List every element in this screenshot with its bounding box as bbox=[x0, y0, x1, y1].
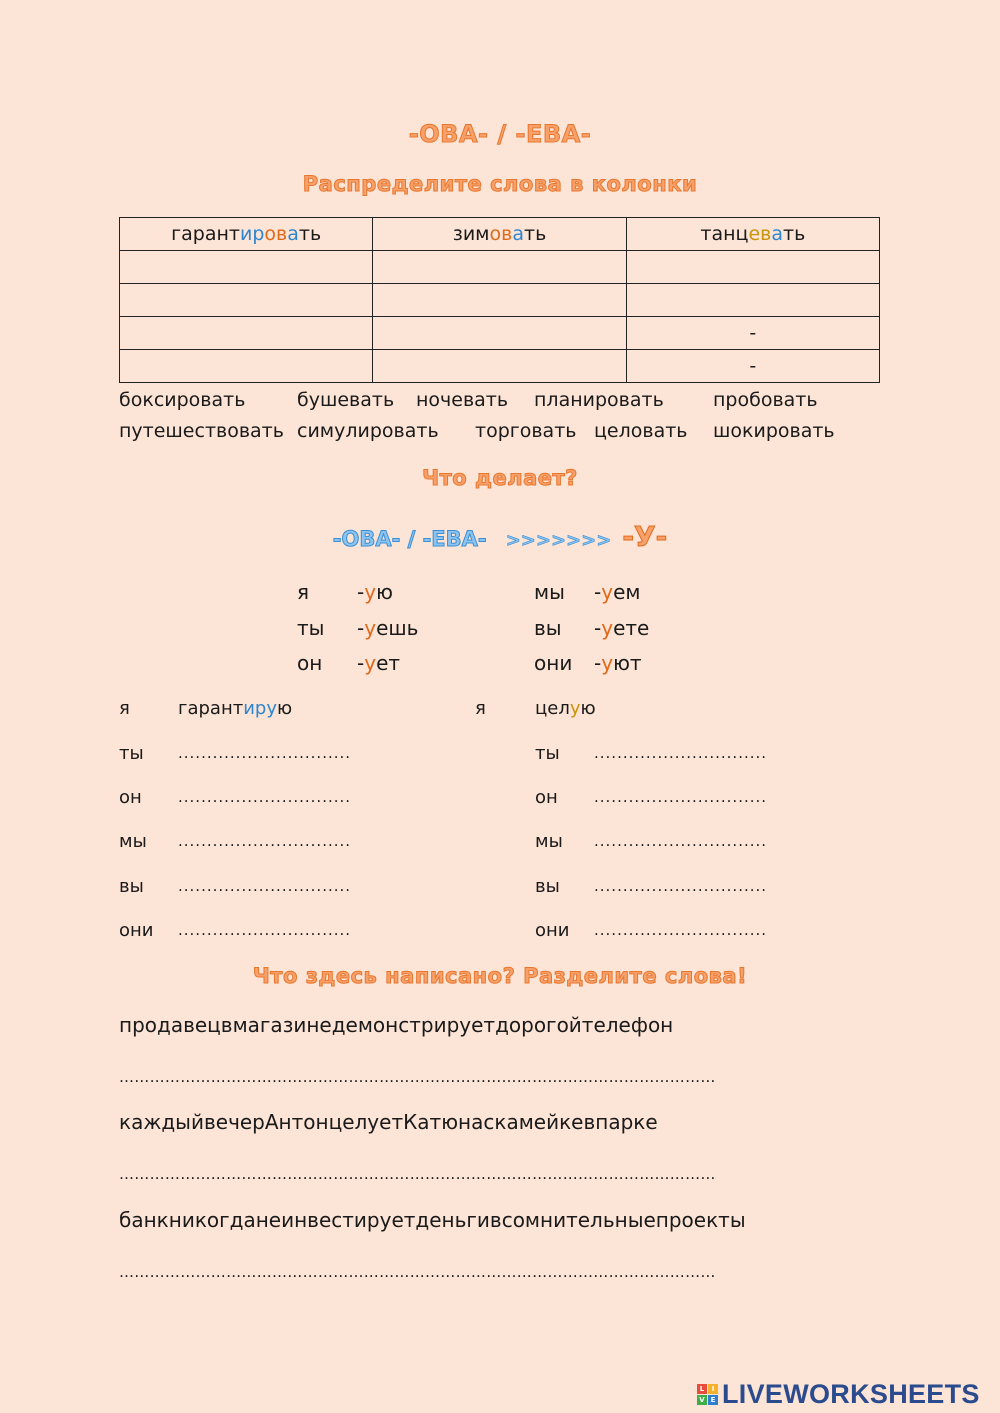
ending: -уете bbox=[594, 616, 650, 640]
word-item[interactable]: боксировать bbox=[119, 389, 246, 411]
drop-cell[interactable] bbox=[120, 350, 373, 383]
table-row bbox=[120, 251, 880, 284]
answer-blank[interactable]: .............................. bbox=[178, 744, 352, 762]
conj-pronoun: вы bbox=[535, 876, 560, 897]
word-item[interactable]: торговать bbox=[475, 420, 577, 442]
logo-icon: L I V E bbox=[697, 1384, 718, 1405]
drop-cell[interactable] bbox=[626, 284, 879, 317]
conj-pronoun: он bbox=[535, 787, 558, 808]
drop-cell[interactable] bbox=[120, 284, 373, 317]
conj-pronoun: вы bbox=[119, 876, 144, 897]
conj-pronoun: они bbox=[535, 920, 570, 941]
task2-heading: Что делает? bbox=[422, 466, 578, 490]
conj-pronoun: мы bbox=[119, 831, 147, 852]
rule-left: -ОВА- / -ЕВА- bbox=[332, 527, 487, 551]
sorting-table bbox=[119, 217, 880, 383]
scrambled-sentence: банкникогданеинвестируетденьгивсомнительныепроекты bbox=[119, 1208, 746, 1232]
drop-cell[interactable] bbox=[120, 251, 373, 284]
dash-mark: - bbox=[749, 355, 757, 377]
answer-line[interactable]: ……………………………………………………………………………………………………… bbox=[119, 1165, 716, 1183]
dash-mark: - bbox=[749, 322, 757, 344]
answer-blank[interactable]: .............................. bbox=[594, 832, 768, 850]
table-row bbox=[120, 284, 880, 317]
word-item[interactable]: пробовать bbox=[713, 389, 818, 411]
ending-pronoun: я bbox=[297, 580, 310, 604]
drop-cell[interactable] bbox=[373, 317, 626, 350]
header-garantirovat: гарантировать bbox=[120, 218, 373, 251]
conj-pronoun: ты bbox=[535, 743, 560, 764]
answer-blank[interactable]: .............................. bbox=[594, 744, 768, 762]
conj-pronoun: они bbox=[119, 920, 154, 941]
drop-cell[interactable] bbox=[626, 350, 879, 383]
answer-line[interactable]: ……………………………………………………………………………………………………… bbox=[119, 1263, 716, 1281]
word-item[interactable]: бушевать bbox=[297, 389, 395, 411]
drop-cell[interactable] bbox=[626, 317, 879, 350]
drop-cell[interactable] bbox=[120, 317, 373, 350]
scrambled-sentence: продавецвмагазинедемонстрируетдорогойтелефон bbox=[119, 1013, 674, 1037]
conj-pronoun: мы bbox=[535, 831, 563, 852]
scrambled-sentence: каждыйвечерАнтонцелуетКатюнаскамейкевпарке bbox=[119, 1110, 658, 1134]
word-item[interactable]: ночевать bbox=[416, 389, 509, 411]
ending: -уешь bbox=[357, 616, 419, 640]
ending: -уют bbox=[594, 651, 642, 675]
ending-pronoun: мы bbox=[534, 580, 565, 604]
word-item[interactable]: целовать bbox=[594, 420, 688, 442]
ending-pronoun: он bbox=[297, 651, 323, 675]
task3-heading: Что здесь написано? Разделите слова! bbox=[252, 964, 748, 988]
ending-pronoun: вы bbox=[534, 616, 562, 640]
ending: -ую bbox=[357, 580, 393, 604]
conj-pronoun: я bbox=[119, 698, 130, 719]
rule-right: -У- bbox=[622, 520, 668, 553]
answer-blank[interactable]: .............................. bbox=[178, 921, 352, 939]
ending: -ует bbox=[357, 651, 401, 675]
table-row bbox=[120, 350, 880, 383]
drop-cell[interactable] bbox=[373, 284, 626, 317]
answer-blank[interactable]: .............................. bbox=[594, 877, 768, 895]
drop-cell[interactable] bbox=[373, 350, 626, 383]
conj-example: целую bbox=[535, 698, 596, 719]
answer-line[interactable]: ……………………………………………………………………………………………………… bbox=[119, 1068, 716, 1086]
word-item[interactable]: шокировать bbox=[713, 420, 835, 442]
answer-blank[interactable]: .............................. bbox=[594, 921, 768, 939]
answer-blank[interactable]: .............................. bbox=[178, 788, 352, 806]
header-tancevat: танцевать bbox=[626, 218, 879, 251]
conj-pronoun: он bbox=[119, 787, 142, 808]
task1-heading: Распределите слова в колонки bbox=[302, 172, 698, 196]
ending-pronoun: ты bbox=[297, 616, 325, 640]
page-title: -ОВА- / -ЕВА- bbox=[408, 120, 592, 148]
logo-text: LIVEWORKSHEETS bbox=[722, 1378, 980, 1409]
drop-cell[interactable] bbox=[626, 251, 879, 284]
liveworksheets-logo bbox=[697, 1378, 980, 1410]
answer-blank[interactable]: .............................. bbox=[178, 832, 352, 850]
word-item[interactable]: планировать bbox=[534, 389, 664, 411]
ending: -уем bbox=[594, 580, 641, 604]
ending-pronoun: они bbox=[534, 651, 573, 675]
drop-cell[interactable] bbox=[373, 251, 626, 284]
header-zimovat: зимовать bbox=[373, 218, 626, 251]
rule-arrows: >>>>>>> bbox=[505, 530, 612, 551]
conj-pronoun: я bbox=[475, 698, 486, 719]
rule-line bbox=[0, 520, 1000, 553]
table-row bbox=[120, 317, 880, 350]
answer-blank[interactable]: .............................. bbox=[594, 788, 768, 806]
word-item[interactable]: путешествовать bbox=[119, 420, 284, 442]
conj-pronoun: ты bbox=[119, 743, 144, 764]
word-item[interactable]: симулировать bbox=[297, 420, 439, 442]
table-header-row bbox=[120, 218, 880, 251]
conj-example: гарантирую bbox=[178, 698, 293, 719]
answer-blank[interactable]: .............................. bbox=[178, 877, 352, 895]
